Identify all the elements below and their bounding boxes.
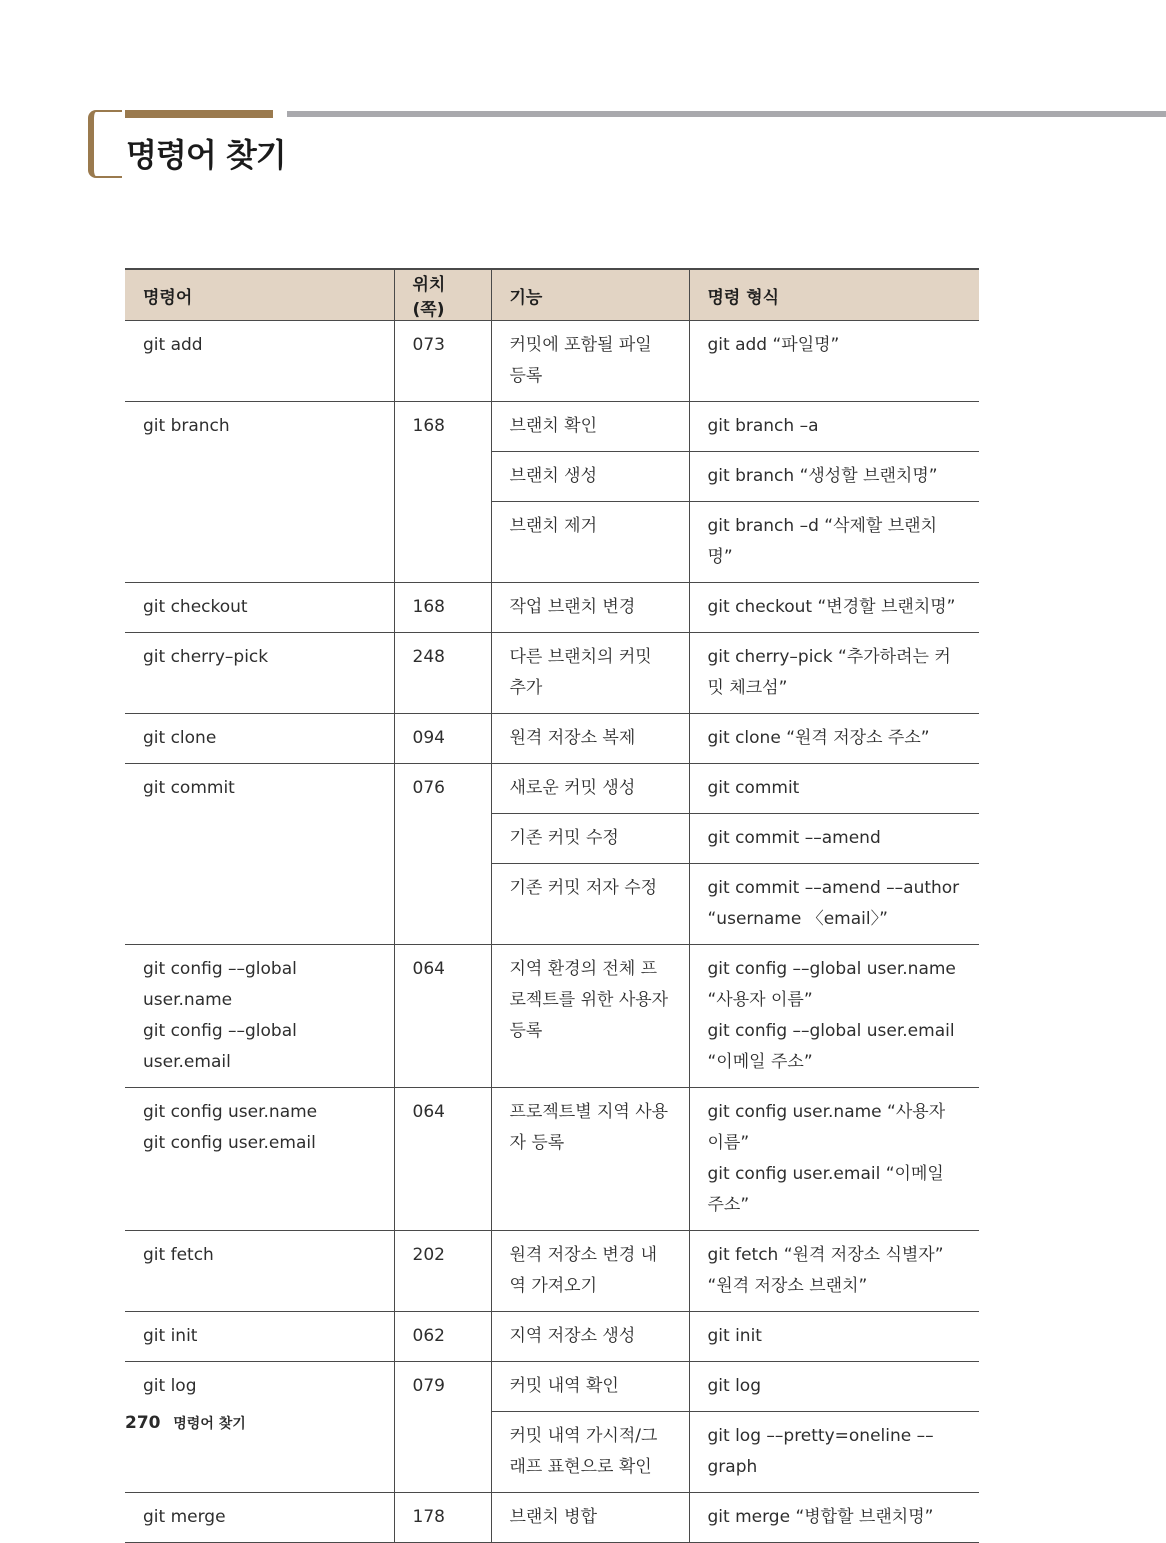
header-location: 위치(쪽) bbox=[394, 269, 491, 321]
cell-function: 기존 커밋 수정 bbox=[491, 814, 689, 864]
cell-format: git branch –a bbox=[689, 402, 979, 452]
cell-location: 248 bbox=[394, 633, 491, 714]
cell-function: 기존 커밋 저자 수정 bbox=[491, 864, 689, 945]
header-command: 명령어 bbox=[125, 269, 394, 321]
cell-format: git log bbox=[689, 1362, 979, 1412]
cell-command: git log bbox=[125, 1362, 394, 1493]
cell-command bbox=[125, 1088, 394, 1231]
table-row bbox=[125, 583, 979, 633]
cell-location: 202 bbox=[394, 1231, 491, 1312]
cell-format: git commit ––amend bbox=[689, 814, 979, 864]
cell-command: git fetch bbox=[125, 1231, 394, 1312]
cell-command: git branch bbox=[125, 402, 394, 583]
format-line: git config user.email “이메일 주소” bbox=[707, 1164, 944, 1215]
title-accent-bar bbox=[125, 110, 273, 118]
cell-function: 브랜치 생성 bbox=[491, 452, 689, 502]
cell-function: 프로젝트별 지역 사용자 등록 bbox=[491, 1088, 689, 1231]
cell-command bbox=[125, 945, 394, 1088]
table-row bbox=[125, 1493, 979, 1543]
header-function: 기능 bbox=[491, 269, 689, 321]
cell-format: git add “파일명” bbox=[689, 321, 979, 402]
cell-format: git init bbox=[689, 1312, 979, 1362]
cell-format bbox=[689, 945, 979, 1088]
table-row bbox=[125, 714, 979, 764]
page-footer bbox=[125, 1413, 246, 1433]
table-row bbox=[125, 1231, 979, 1312]
table-row bbox=[125, 945, 979, 1088]
format-line: git config user.name “사용자 이름” bbox=[707, 1102, 946, 1153]
table-row bbox=[125, 764, 979, 814]
cell-command: git checkout bbox=[125, 583, 394, 633]
table-row bbox=[125, 321, 979, 402]
cell-location: 094 bbox=[394, 714, 491, 764]
cell-format: git log ––pretty=oneline ––graph bbox=[689, 1412, 979, 1493]
command-line: git config ––global user.name bbox=[143, 959, 297, 1010]
cell-command: git cherry–pick bbox=[125, 633, 394, 714]
cell-format: git branch “생성할 브랜치명” bbox=[689, 452, 979, 502]
title-bracket-decoration bbox=[88, 110, 122, 178]
cell-function: 커밋에 포함될 파일 등록 bbox=[491, 321, 689, 402]
table-header-row bbox=[125, 269, 979, 321]
cell-location: 178 bbox=[394, 1493, 491, 1543]
table-row bbox=[125, 1312, 979, 1362]
cell-function: 작업 브랜치 변경 bbox=[491, 583, 689, 633]
command-line: git config ––global user.email bbox=[143, 1021, 297, 1072]
cell-command: git init bbox=[125, 1312, 394, 1362]
cell-format: git commit ––amend ––author “username 〈email〉” bbox=[689, 864, 979, 945]
cell-location: 073 bbox=[394, 321, 491, 402]
cell-location: 064 bbox=[394, 945, 491, 1088]
cell-function: 다른 브랜치의 커밋 추가 bbox=[491, 633, 689, 714]
cell-format: git cherry–pick “추가하려는 커밋 체크섬” bbox=[689, 633, 979, 714]
page-title: 명령어 찾기 bbox=[126, 136, 286, 174]
cell-function: 커밋 내역 확인 bbox=[491, 1362, 689, 1412]
cell-format bbox=[689, 1088, 979, 1231]
cell-function: 원격 저장소 변경 내역 가져오기 bbox=[491, 1231, 689, 1312]
cell-function: 브랜치 제거 bbox=[491, 502, 689, 583]
footer-label: 명령어 찾기 bbox=[173, 1416, 246, 1432]
format-line: git config ––global user.name “사용자 이름” bbox=[707, 959, 956, 1010]
cell-command: git clone bbox=[125, 714, 394, 764]
cell-format: git checkout “변경할 브랜치명” bbox=[689, 583, 979, 633]
cell-format: git commit bbox=[689, 764, 979, 814]
table-row bbox=[125, 1088, 979, 1231]
cell-location: 079 bbox=[394, 1362, 491, 1493]
cell-location: 168 bbox=[394, 402, 491, 583]
cell-command: git add bbox=[125, 321, 394, 402]
cell-location: 062 bbox=[394, 1312, 491, 1362]
header-format: 명령 형식 bbox=[689, 269, 979, 321]
header-rule bbox=[287, 111, 1166, 117]
cell-function: 원격 저장소 복제 bbox=[491, 714, 689, 764]
cell-command: git merge bbox=[125, 1493, 394, 1543]
cell-function: 지역 저장소 생성 bbox=[491, 1312, 689, 1362]
cell-command: git commit bbox=[125, 764, 394, 945]
table-row bbox=[125, 633, 979, 714]
format-line: git config ––global user.email “이메일 주소” bbox=[707, 1021, 955, 1072]
table-row bbox=[125, 402, 979, 452]
command-table bbox=[125, 268, 979, 1543]
page-number: 270 bbox=[125, 1413, 161, 1433]
cell-function: 새로운 커밋 생성 bbox=[491, 764, 689, 814]
command-line: git config user.name bbox=[143, 1102, 318, 1122]
cell-function: 지역 환경의 전체 프로젝트를 위한 사용자 등록 bbox=[491, 945, 689, 1088]
command-line: git config user.email bbox=[143, 1133, 316, 1153]
cell-format: git merge “병합할 브랜치명” bbox=[689, 1493, 979, 1543]
cell-function: 커밋 내역 가시적/그래프 표현으로 확인 bbox=[491, 1412, 689, 1493]
cell-location: 064 bbox=[394, 1088, 491, 1231]
table-row bbox=[125, 1362, 979, 1412]
cell-location: 168 bbox=[394, 583, 491, 633]
cell-location: 076 bbox=[394, 764, 491, 945]
cell-format: git branch –d “삭제할 브랜치명” bbox=[689, 502, 979, 583]
cell-format: git clone “원격 저장소 주소” bbox=[689, 714, 979, 764]
cell-function: 브랜치 병합 bbox=[491, 1493, 689, 1543]
cell-format: git fetch “원격 저장소 식별자” “원격 저장소 브랜치” bbox=[689, 1231, 979, 1312]
cell-function: 브랜치 확인 bbox=[491, 402, 689, 452]
